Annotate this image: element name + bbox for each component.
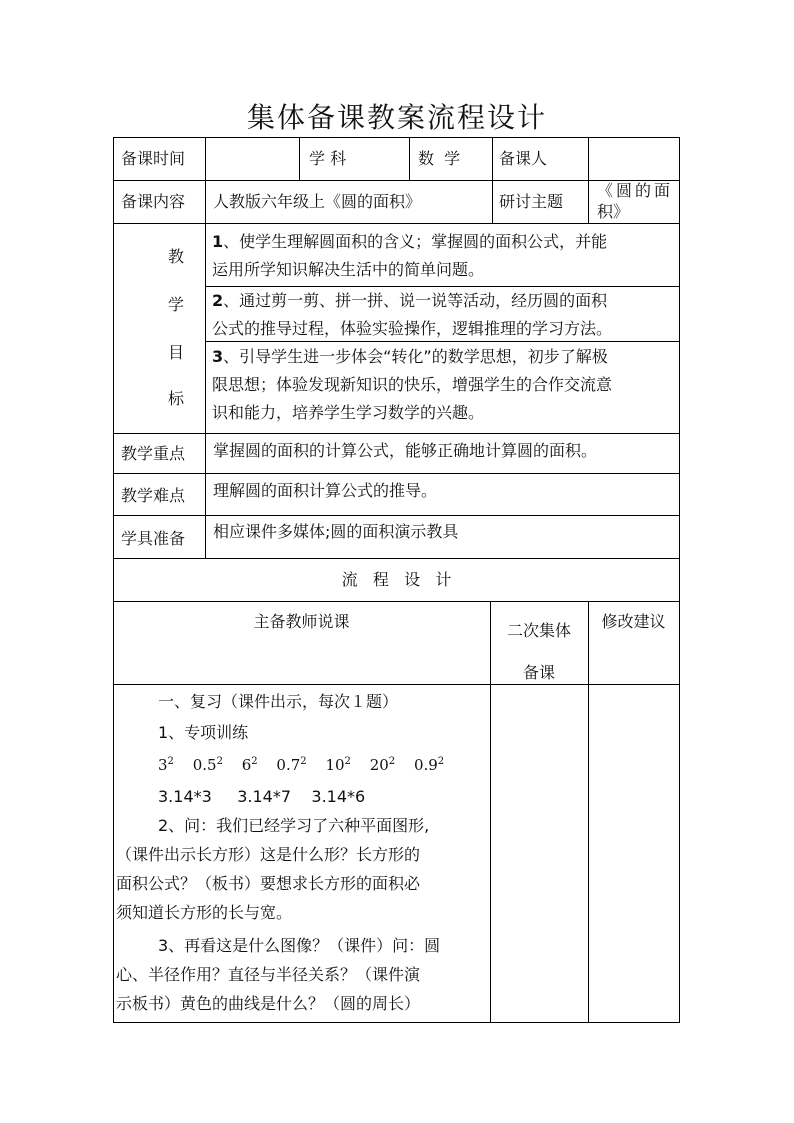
row-divider: [113, 223, 680, 224]
goals-label-char: 标: [168, 389, 185, 408]
col-divider: [588, 601, 589, 1023]
power-item: $0.5^2$: [192, 756, 223, 774]
row-divider: [113, 558, 680, 559]
main-teacher-header: 主备教师说课: [253, 612, 350, 631]
row-divider: [113, 473, 680, 474]
goal-text: 识和能力，培养学生学习数学的兴趣。: [212, 403, 485, 422]
question-line: 面积公式？（板书）要想求长方形的面积必: [116, 874, 421, 893]
row-divider: [113, 601, 680, 602]
power-item: $0.9^2$: [413, 756, 445, 774]
goal-text: 运用所学知识解决生活中的简单问题。: [212, 260, 485, 279]
power-list: [158, 754, 444, 776]
question-line: 心、半径作用？直径与半径关系？（课件演: [116, 965, 421, 984]
question-2: [116, 811, 488, 927]
review-heading: 一、复习（课件出示，每次１题）: [158, 692, 399, 711]
goal-text: 、使学生理解圆面积的含义；掌握圆的面积公式，并能: [223, 232, 608, 251]
goal-item-1: [212, 228, 607, 284]
topic-value-line2: 积》: [597, 202, 630, 221]
goal-number: 1: [212, 232, 224, 251]
second-prep-line2: 备课: [522, 663, 555, 682]
goal-number: 2: [212, 291, 224, 310]
goals-label-char: 学: [168, 295, 185, 314]
difficulty-label: 教学难点: [121, 486, 186, 505]
goal-item-2: [212, 287, 612, 343]
col-divider: [299, 137, 300, 180]
goal-item-3: [212, 343, 612, 427]
question-line: 2、问：我们已经学习了六种平面图形,: [158, 816, 430, 835]
prep-content-value: 人教版六年级上《圆的面积》: [213, 192, 422, 211]
preparer-label: 备课人: [499, 149, 548, 168]
goals-label-char: 教: [168, 247, 185, 266]
power-item: $6^2$: [241, 756, 258, 774]
key-point-value: 掌握圆的面积的计算公式，能够正确地计算圆的面积。: [213, 441, 598, 460]
power-item: $20^2$: [369, 756, 396, 774]
key-point-label: 教学重点: [121, 444, 186, 463]
materials-label: 学具准备: [121, 529, 186, 548]
goal-text: 公式的推导过程，体验实验操作，逻辑推理的学习方法。: [212, 319, 613, 338]
question-line: 示板书）黄色的曲线是什么？（圆的周长）: [116, 994, 421, 1013]
revision-header: 修改建议: [601, 612, 666, 631]
goal-text: 、引导学生进一步体会“转化”的数学思想，初步了解极: [223, 347, 608, 366]
row-divider: [113, 515, 680, 516]
row-divider: [113, 433, 680, 434]
table-border-bottom: [113, 1022, 680, 1023]
prep-time-label: 备课时间: [121, 149, 186, 168]
col-divider: [492, 137, 493, 223]
second-prep-header: [490, 610, 588, 694]
power-item: $0.7^2$: [276, 756, 307, 774]
product-list: 3.14*3 3.14*7 3.14*6: [158, 787, 366, 806]
table-border-top: [113, 137, 680, 138]
page-title: 集体备课教案流程设计: [246, 101, 547, 134]
col-divider: [409, 137, 410, 180]
power-item: $3^2$: [158, 756, 174, 774]
subject-value: 数 学: [418, 149, 461, 168]
row-divider: [113, 684, 680, 685]
subject-label: 学 科: [309, 149, 347, 168]
question-3: [116, 931, 488, 1018]
goals-label-char: 目: [168, 343, 185, 362]
col-divider: [588, 137, 589, 223]
col-divider: [205, 137, 206, 558]
flow-design-title: 流 程 设 计: [341, 570, 452, 589]
materials-value: 相应课件多媒体;圆的面积演示教具: [213, 522, 459, 541]
goal-text: 限思想；体验发现新知识的快乐，增强学生的合作交流意: [212, 375, 613, 394]
question-line: 3、再看这是什么图像？（课件）问：圆: [158, 936, 441, 955]
topic-value: [597, 180, 673, 222]
question-line: （课件出示长方形）这是什么形？长方形的: [116, 845, 421, 864]
power-item: $10^2$: [325, 756, 351, 774]
topic-label: 研讨主题: [499, 192, 564, 211]
row-divider: [113, 180, 680, 181]
prep-content-label: 备课内容: [121, 192, 186, 211]
difficulty-value: 理解圆的面积计算公式的推导。: [213, 481, 438, 500]
second-prep-line1: 二次集体: [506, 621, 571, 640]
goal-text: 、通过剪一剪、拼一拼、说一说等活动，经历圆的面积: [223, 291, 608, 310]
goal-number: 3: [212, 347, 224, 366]
topic-value-line1: 《圆的面: [597, 181, 674, 200]
question-line: 须知道长方形的长与宽。: [116, 903, 293, 922]
drill-heading: 1、专项训练: [158, 723, 249, 742]
